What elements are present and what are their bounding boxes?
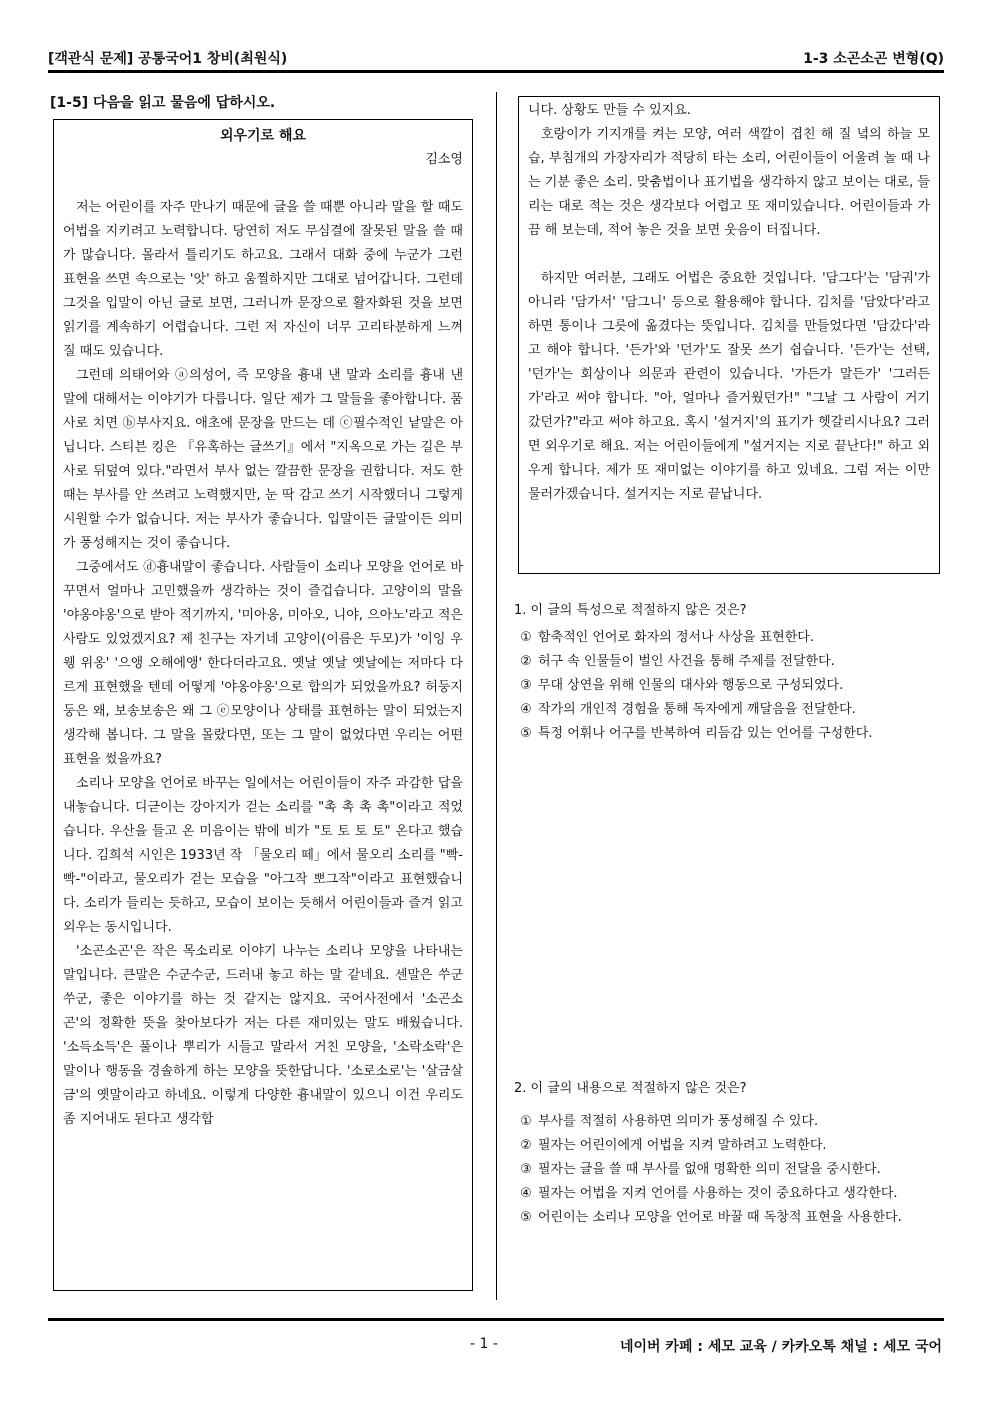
question-instruction: [1-5] 다음을 읽고 물음에 답하시오. <box>50 95 276 111</box>
passage-title: 외우기로 해요 <box>219 128 307 144</box>
answer-option[interactable]: ③ 필자는 글을 쓸 때 부사를 없애 명확한 의미 전달을 중시한다. <box>520 1162 881 1177</box>
answer-option[interactable]: ⑤ 특정 어휘나 어구를 반복하여 리듬감 있는 언어를 구성한다. <box>520 726 873 741</box>
passage-paragraph: 소리나 모양을 언어로 바꾸는 일에서는 어린이들이 자주 과감한 답을 내놓습니다. 디귿이는 강아지가 걷는 소리를 "촉 촉 촉 촉"이라고 적었습니다. 우산을 들고 온 미음이는 밖에 비가 "토 토 토 토" 온다고 했습니다. 김희석 시인은 1933년 작 「물오리 떼」에서 물오리 소리를 "빡-빡-"이라고, 물오리가 걷는 모습을 "아그작 뽀그작"이라고 표현했습니다. 소리가 들리는 듯하고, 모습이 보이는 듯해서 어린이들과 즐겨 읽고 외우는 동시입니다. <box>63 776 463 935</box>
question-1 <box>514 600 942 746</box>
answer-option[interactable]: ② 허구 속 인물들이 벌인 사건을 통해 주제를 전달한다. <box>520 654 835 669</box>
question-stem: 2. 이 글의 내용으로 적절하지 않은 것은? <box>514 1081 747 1096</box>
answer-option[interactable]: ⑤ 어린이는 소리나 모양을 언어로 바꿀 때 독창적 표현을 사용한다. <box>520 1210 902 1225</box>
passage-paragraph: 저는 어린이를 자주 만나기 때문에 글을 쓸 때뿐 아니라 말을 할 때도 어법을 지키려고 노력합니다. 당연히 저도 무심결에 잘못된 말을 쓸 때가 많습니다. 몰라서 틀리기도 하고요. 그래서 대화 중에 누군가 그런 표현을 쓰면 속으로는 '앗' 하고 움찔하지만 그대로 넘어갑니다. 그런데 그것을 입말이 아닌 글로 보면, 그러니까 문장으로 활자화된 것을 보면 읽기를 계속하기 어렵습니다. 그런 저 자신이 너무 고리타분하게 느껴질 때도 있습니다. <box>63 200 463 359</box>
question-stem: 1. 이 글의 특성으로 적절하지 않은 것은? <box>514 603 747 618</box>
top-rule <box>48 70 944 73</box>
answer-option[interactable]: ① 부사를 적절히 사용하면 의미가 풍성해질 수 있다. <box>520 1114 819 1129</box>
passage-paragraph: 그중에서도 ⓓ흉내말이 좋습니다. 사람들이 소리나 모양을 언어로 바꾸면서 얼마나 고민했을까 생각하는 것이 즐겁습니다. 고양이의 말을 '야옹야옹'으로 받아 적기까지, '미아옹, 미아오, 니야, 으아노'라고 적은 사람도 있었겠지요? 제 친구는 자기네 고양이(이름은 두모)가 '이잉 우웽 위옹' '으앵 오해에앵' 한다더라고요. 옛날 옛날 옛날에는 저마다 다르게 표현했을 텐데 어떻게 '야옹야옹'으로 합의가 되었을까요? 허둥지둥은 왜, 보송보송은 왜 그 ⓔ모양이나 상태를 표현하는 말이 되었는지 생각해 봅니다. 그 말을 몰랐다면, 또는 그 말이 없었다면 우리는 어떤 표현을 썼을까요? <box>63 560 463 767</box>
passage-paragraph: 니다. 상황도 만들 수 있지요. <box>528 103 691 118</box>
passage-box-left <box>53 119 473 1291</box>
passage-paragraph: 호랑이가 기지개를 켜는 모양, 여러 색깔이 겹친 해 질 녘의 하늘 모습, 부침개의 가장자리가 적당히 타는 소리, 어린이들이 어울려 놀 때 나는 기분 좋은 소리. 맞춤법이나 표기법을 생각하지 않고 보이는 대로, 들리는 대로 적는 것은 생각보다 어렵고 또 재미있습니다. 어린이들과 가끔 해 보는데, 적어 놓은 것을 보면 웃음이 터집니다. <box>528 127 930 238</box>
page-number: - 1 - <box>470 1336 498 1352</box>
question-2 <box>514 1078 942 1230</box>
column-divider <box>496 92 497 1300</box>
answer-option[interactable]: ① 함축적인 언어로 화자의 정서나 사상을 표현한다. <box>520 630 814 645</box>
answer-option[interactable]: ② 필자는 어린이에게 어법을 지켜 말하려고 노력한다. <box>520 1138 827 1153</box>
passage-box-right <box>518 96 940 574</box>
footer-credit: 네이버 카페 : 세모 교육 / 카카오톡 채널 : 세모 국어 <box>619 1339 942 1355</box>
answer-option[interactable]: ③ 무대 상연을 위해 인물의 대사와 행동으로 구성되었다. <box>520 678 844 693</box>
passage-paragraph: 하지만 여러분, 그래도 어법은 중요한 것입니다. '담그다'는 '담궈'가 아니라 '담가서' '담그니' 등으로 활용해야 합니다. 김치를 '담았다'라고 하면 통이나 그릇에 옮겼다는 뜻입니다. 김치를 만들었다면 '담갔다'라고 해야 합니다. '든가'와 '던가'도 잘못 쓰기 쉽습니다. '든가'는 선택, '던가'는 회상이나 의문과 관련이 있습니다. '가든가 말든가' '그러든가'라고 써야 합니다. "아, 얼마나 즐거웠던가!" "그날 그 사람이 거기 갔던가?"라고 써야 하고요. 혹시 '설거지'의 표기가 헷갈리시나요? 그러면 외우기로 해요. 저는 어린이들에게 "설거지는 지로 끝난다!" 하고 외우게 합니다. 제가 또 재미없는 이야기를 하고 있네요. 그럼 저는 이만 물러가겠습니다. 설거지는 지로 끝납니다. <box>528 271 930 502</box>
bottom-rule <box>48 1318 944 1321</box>
answer-option[interactable]: ④ 작가의 개인적 경험을 통해 독자에게 깨달음을 전달한다. <box>520 702 856 717</box>
passage-author: 김소영 <box>425 152 463 167</box>
passage-paragraph: 그런데 의태어와 ⓐ의성어, 즉 모양을 흉내 낸 말과 소리를 흉내 낸 말에 대해서는 이야기가 다릅니다. 일단 제가 그 말들을 좋아합니다. 품사로 치면 ⓑ부사지요. 애초에 문장을 만드는 데 ⓒ필수적인 낱말은 아닙니다. 스티븐 킹은 『유혹하는 글쓰기』에서 "지옥으로 가는 길은 부사로 뒤덮여 있다."라면서 부사 없는 깔끔한 문장을 권합니다. 저도 한때는 부사를 안 쓰려고 노력했지만, 눈 딱 감고 쓰기 시작했더니 그렇게 시원할 수가 없습니다. 저는 부사가 좋습니다. 입말이든 글말이든 의미가 풍성해지는 것이 좋습니다. <box>63 368 463 551</box>
header-left: [객관식 문제] 공통국어1 창비(최원식) <box>48 51 288 67</box>
passage-paragraph: '소곤소곤'은 작은 목소리로 이야기 나누는 소리나 모양을 나타내는 말입니다. 큰말은 수군수군, 드러내 놓고 하는 말 같네요. 센말은 쑤군쑤군, 좋은 이야기를 하는 것 같지는 않지요. 국어사전에서 '소곤소곤'의 정확한 뜻을 찾아보다가 저는 다른 재미있는 말도 배웠습니다. '소득소득'은 풀이나 뿌리가 시들고 말라서 거친 모양을, '소락소락'은 말이나 행동을 경솔하게 하는 모양을 뜻한답니다. '소로소로'는 '살금살금'의 옛말이라고 하네요. 이렇게 다양한 흉내말이 있으니 이건 우리도 좀 지어내도 된다고 생각합 <box>63 944 463 1127</box>
header-right: 1-3 소곤소곤 변형(Q) <box>803 51 944 67</box>
answer-option[interactable]: ④ 필자는 어법을 지켜 언어를 사용하는 것이 중요하다고 생각한다. <box>520 1186 898 1201</box>
